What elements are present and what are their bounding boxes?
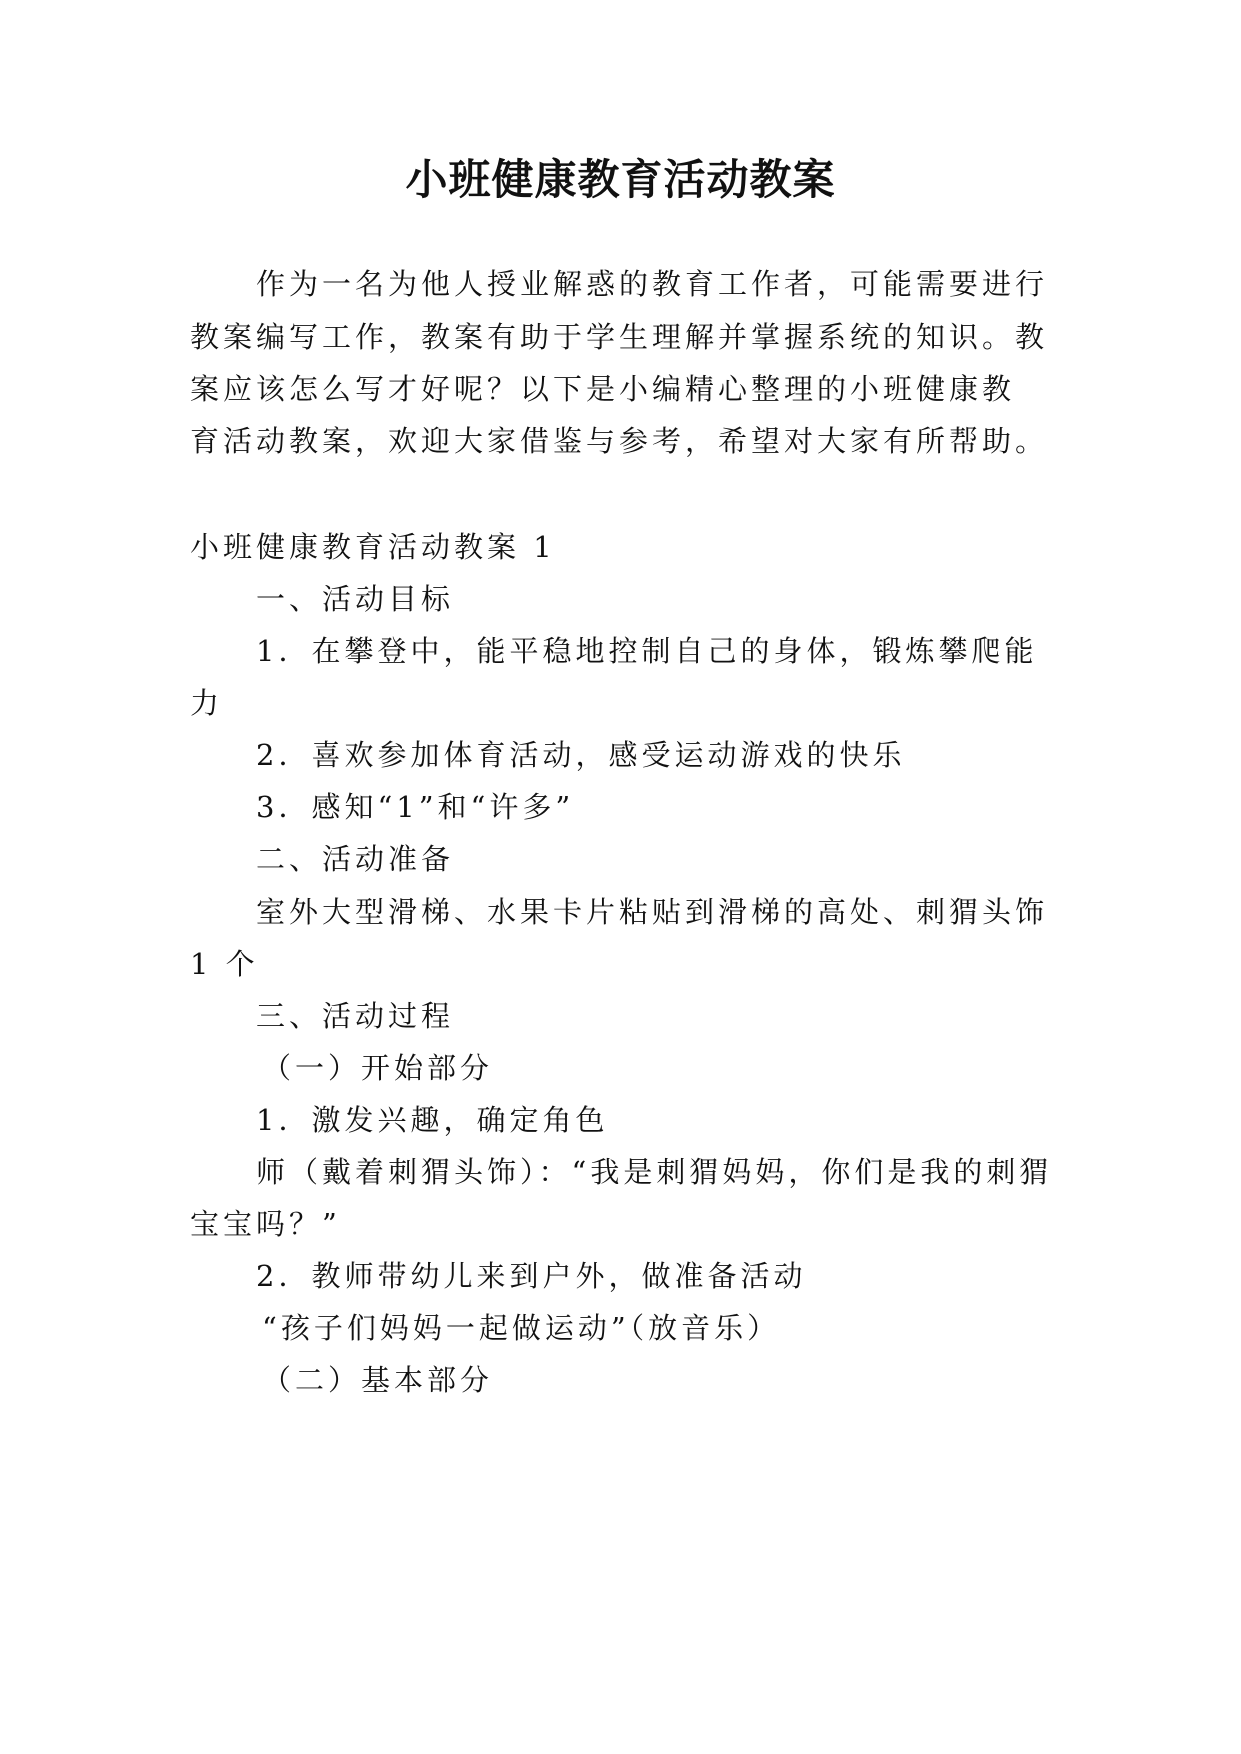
goal-item-2: 2．喜欢参加体育活动，感受运动游戏的快乐 — [256, 738, 906, 772]
step-2: 2．教师带幼儿来到户外，做准备活动 — [256, 1259, 807, 1293]
teacher-dialogue: 师（戴着刺猬头饰）：“我是刺猬妈妈，你们是我的刺猬 — [256, 1155, 1053, 1189]
step-1: 1．激发兴趣，确定角色 — [256, 1103, 609, 1137]
subheading-basic-part: （二）基本部分 — [262, 1363, 494, 1397]
document-title: 小班健康教育活动教案 — [405, 155, 836, 204]
heading-activity-process: 三、活动过程 — [256, 999, 455, 1033]
intro-paragraph-line: 教案编写工作，教案有助于学生理解并掌握系统的知识。教 — [190, 320, 1049, 354]
teacher-dialogue-continuation: 宝宝吗？” — [190, 1207, 341, 1241]
goal-item-1: 1．在攀登中，能平稳地控制自己的身体，锻炼攀爬能 — [256, 634, 1038, 668]
preparation-text: 室外大型滑梯、水果卡片粘贴到滑梯的高处、刺猬头饰 — [256, 895, 1049, 929]
subheading-start-part: （一）开始部分 — [262, 1051, 494, 1085]
preparation-text-continuation: 1 个 — [190, 947, 259, 981]
heading-activity-preparation: 二、活动准备 — [256, 842, 455, 876]
intro-paragraph-line: 案应该怎么写才好呢？以下是小编精心整理的小班健康教 — [190, 372, 1016, 406]
goal-item-1-continuation: 力 — [190, 686, 224, 720]
warmup-song: “孩子们妈妈一起做运动”（放音乐） — [262, 1311, 781, 1345]
intro-paragraph-line: 育活动教案，欢迎大家借鉴与参考，希望对大家有所帮助。 — [190, 424, 1049, 458]
goal-item-3: 3．感知“1”和“许多” — [256, 790, 575, 824]
section-heading: 小班健康教育活动教案 1 — [190, 530, 556, 564]
intro-paragraph-line: 作为一名为他人授业解惑的教育工作者，可能需要进行 — [256, 267, 1049, 301]
heading-activity-goals: 一、活动目标 — [256, 582, 455, 616]
